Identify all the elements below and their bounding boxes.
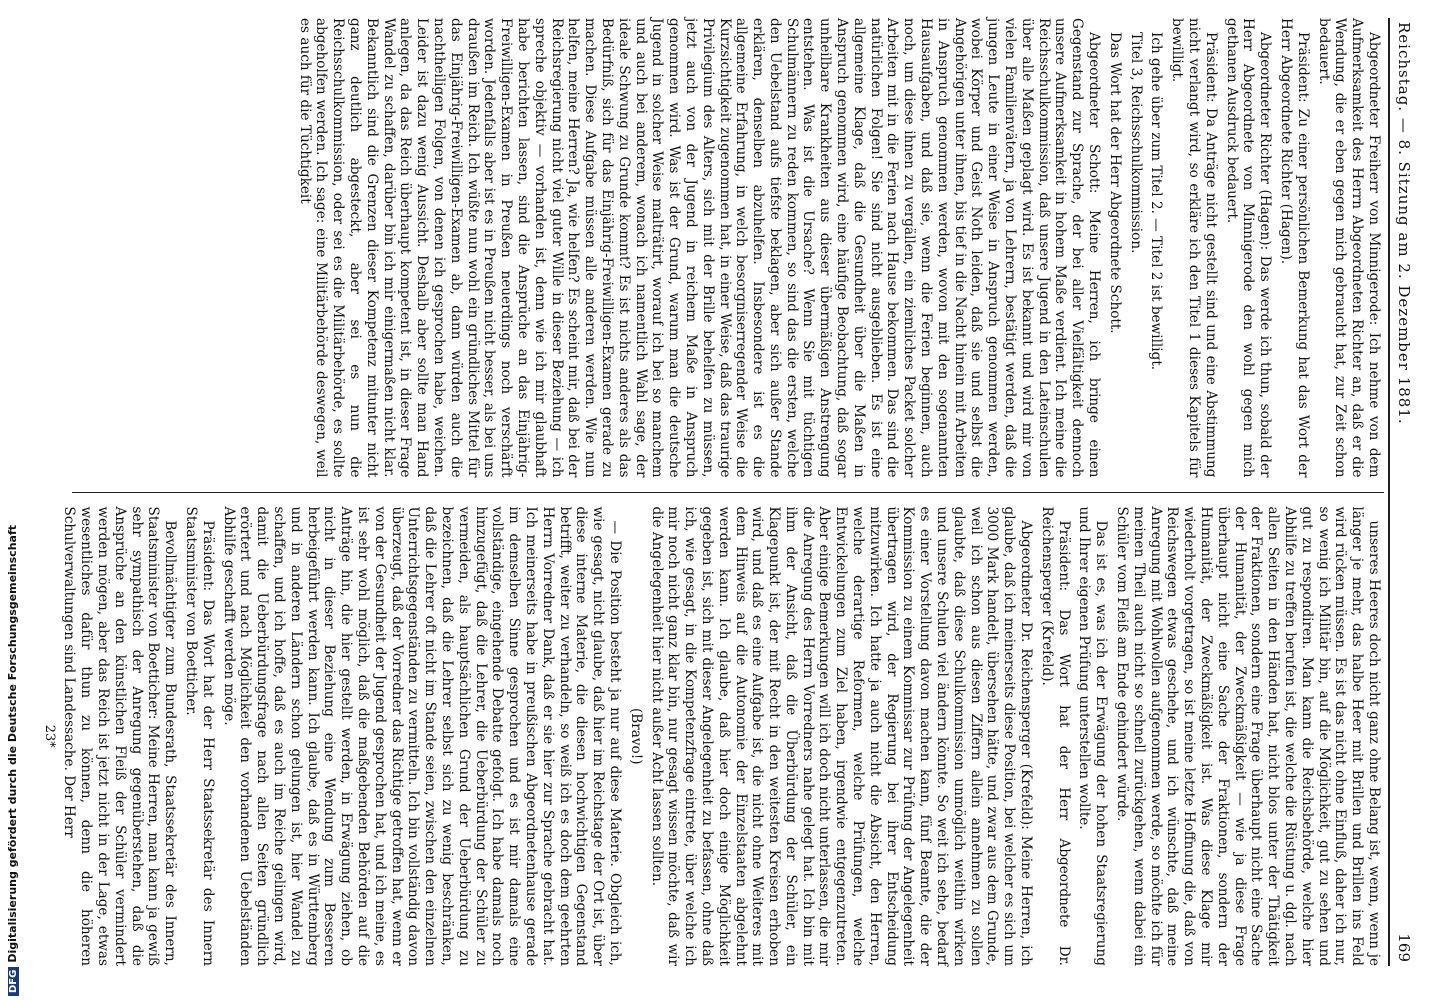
paragraph: Abgeordneter Schott: Meine Herren, ich bringe einen Gegenstand zur Sprache, der bei aller Vielfältigkeit dennoch unsere Aufmerksamkeit in hohem Maße verdient. Ich meine die Reichsschulkommission, daß unsere Jugend in den Lateinschulen über alle Maßen geplagt wird. Es ist bekannt und wird mir von vielen Familienvätern, ja von Lehrern, bestätigt werden, daß die jungen Leute in einer Weise in Anspruch genommen werden, wobei Körper und Geist Noth leiden, daß sie und selbst die Angehörigen unter ihnen, bis tief in die Nacht hinein mit Arbeiten in Anspruch genommen werden, wovon mit den sogenannten Hausaufgaben, und daß sie, wenn die Ferien beginnen, auch noch, um diese ihnen zu vergällen, ein ziemliches Packet solcher Arbeiten mit in die Ferien nach Hause bekommen. Das sind die natürlichen Folgen! Sie sind nicht ausgeblieben. Es ist eine allgemeine Klage, daß die Gesundheit über die Maßen in Anspruch genommen wird, eine häufige Beobachtung, daß sogar unheilbare Krankheiten aus dieser übermäßigen Anstrengung entstehen. Was ist die Ursache? Wenn Sie mit tüchtigen Schulmännern zu reden kommen, so sind das die ersten, welche den Uebelstand aufs tiefste beklagen, aber sich außer Stande erklären, denselben abzuhelfen. Insbesondere ist es die allgemeine Erfahrung, in welch besorgniserregender Weise die Kurzsichtigkeit zugenommen hat, in einer Weise, daß das traurige Privilegium des Alters, sich mit der Brille behelfen zu müssen, jetzt auch von der Jugend in reichem Maße in Anspruch genommen wird. Was ist der Grund, warum man die deutsche Jugend in solcher Weise malträtirt, worauf ich bei so manchem und auch bei anderem, wonach ich namentlich Wahl sage, der ideale Schwung zu Grunde kommt? Es ist nichts anderes als das Bedürfniß, sich für das Einjährig-Freiwilligen-Examen gerade zu machen. Diese Aufgabe müssen alle anderen werden. Wie nun helfen, meine Herren? Ja, wie helfen? Es scheint mir, daß bei der Reichsregierung nicht viel guter Wille in dieser Beziehung — ich spreche objektiv — vorhanden ist, denn wie ich mir glaubhaft habe berichten lassen, sind die Ansprüche an das Einjährig-Freiwilligen-Examen in Preußen neuerdings noch verschärft worden. Jedenfalls aber ist es in Preußen nicht besser, als bei uns draußen im Reich. Ich wüßte nun wohl ein gründliches Mittel für das Einjährig-Freiwilligen-Examen ab, dann würden auch die nachtheiligen Folgen, von denen ich gesprochen habe, weichen. Leider ist dazu wenig Aussicht. Deshalb aber sollte man Hand anlegen, da das Reich überhaupt kompetent ist, in dieser Frage Wandel zu schaffen, darüber bin ich mir einigermaßen nicht klar. Bekanntlich sind die Grenzen dieser Kompetenz mitunter nicht ganz deutlich abgesteckt, aber sei es nun die Reichsschulkommission, oder sei es die Militärbehörde, es sollte abgeholfen werden. Ich sage: eine Militärbehörde deswegen, weil es auch für die Tüchtigkeit: [296, 18, 1103, 478]
running-title: Reichstag. — 8. Sitzung am 2. Dezember 1881.: [1395, 22, 1413, 425]
paragraph: Präsident: Das Wort hat der Herr Abgeordnete Dr. Reichensperger (Krefeld).: [1038, 506, 1072, 966]
paragraph: Bevollmächtigter zum Bundesrath, Staatssekretär des Innern, Staatsminister von Boetticher: Meine Herren, man kann ja gewiß sehr sympathisch der Anregung gegenüberstehen, daß die Ansprüche an den künstlichen Fleiß der Schüler vermindert werden mögen, aber das Reich ist jetzt nicht in der Lage, etwas wesentliches dafür thun zu können, denn die höheren Schulverwaltungen sind Landessache. Der Herr: [61, 506, 179, 966]
page-number: 169: [1395, 933, 1413, 962]
paragraph: Das ist es, was ich der Erwägung der hohen Staatsregierung und Ihrer eigenen Prüfung unterstellen wollte.: [1076, 506, 1110, 966]
column-divider: [72, 492, 1384, 493]
dfg-logo: DFG: [8, 967, 19, 996]
right-column: [41, 506, 1382, 967]
digitization-credit-text: Digitalisierung gefördert durch die Deutsche Forschungsgemeinschaft: [6, 524, 19, 963]
paragraph: Abgeordneter Richter (Hagen): Das werde ich thun, sobald der Herr Abgeordnete von Minnigerode den wohl gegen mich gethanen Ausdruck bedauert.: [1223, 18, 1274, 478]
paragraph: Ich gehe über zum Titel 2. — Titel 2 ist bewilligt.: [1148, 32, 1165, 371]
paragraph: Präsident: Da Anträge nicht gestellt sind und eine Abstimmung nicht verlangt wird, so erkläre ich den Titel 1 dieses Kapitels für bewilligt.: [1169, 18, 1219, 478]
paragraph: Abgeordneter Dr. Reichensperger (Krefeld): Meine Herren, ich glaube, daß ich meinerseits diese Position, bei welcher es sich um 3000 Mark handelt, übersehen hätte, und zwar aus dem Grunde, weil ich schon aus diesen Ziffern allein annehmen zu sollen glaubte, daß diese Schulkommission unmöglich weithin wirken und unsere Schulen viel ändern könnte. So weit ich sehe, bedarf es einer Vorstellung davon machen kann, fünf Beamte, die der Kommission zu einem Kommissar zur Prüfung der Angelegenheit übertragen wird, der Regierung bei ihrer Entscheidung mitzuwirken. Ich hatte ja auch nicht die Absicht, den Herren, welche derartige Reformen, welche Prüfungen, welche Entwickelungen zum Ziel haben, irgendwie entgegenzutreten. Aber einige Bemerkungen will ich doch nicht unterlassen, die mir die Anregung des Herrn Vorredners nahe gelegt hat. Ich bin mit ihm der Ansicht, daß die Überbürdung der Schüler, ein Klagepunkt ist, der mit Recht in den weitesten Kreisen erhoben wird, und daß es eine Aufgabe ist, die nicht ohne Weiteres mit dem Hinweis auf die Autonomie der Einzelstaaten abgelehnt werden kann. Ich glaube, daß hier doch einige Möglichkeit gegeben ist, sich mit dieser Angelegenheit zu befassen, ohne daß ich, wie gesagt, in die Kompetenzfrage eintrete, über welche ich mir noch nicht ganz klar bin, nur gesagt wissen möchte, daß wir die Angelegenheit hier nicht außer Acht lassen sollten.: [648, 506, 1035, 966]
paragraph: Abgeordneter Freiherr von Minnigerode: Ich nehme von dem Aufmerksamkeit des Herrn Abgeordneten Richter an, daß er die Wendung, die er eben gegen mich gebraucht hat, zur Zeit schon bedauert.: [1315, 18, 1382, 478]
signature-mark: 23*: [41, 724, 57, 748]
paragraph: — Die Position besteht ja nur auf diese Materie. Obgleich ich, wie gesagt, nicht glaube, daß hier im Reichstage der Ort ist, über diese interne Materie, die diesen hochwichtigen Gegenstand betrifft, weiter zu verhandeln, so weiß ich es doch dem geehrten Herrn Vorredner Dank, daß er sie hier zur Sprache gebracht hat. Ich meinerseits habe in preußischen Abgeordnetenhause gerade im demselben Sinne gesprochen und es ist mir damals eine vollständige, eingehende Debatte gefolgt. Ich habe damals noch hinzugefügt, daß die Lehrer, die Ueberbürdung der Schüler zu vermeiden, als hauptsächlichen Grund der Ueberbürdung zu bezeichnen, daß die Lehrer selbst sich zu wenig beschränken, daß die Lehrer oft nicht im Stande seien, zwischen den einzelnen Unterrichtsgegenständen zu vermitteln. Ich bin vollständig davon überzeugt, daß der Vorredner das Richtige getroffen hat, wenn er von der Gesundheit der Jugend gesprochen hat, und ich meine, es ist sehr wohl möglich, daß die maßgebenden Behörden auf die Anträge hin, die hier gestellt werden, in Erwägung ziehen, ob nicht in dieser Beziehung eine Wendung zum Besseren herbeigeführt werden kann. Ich glaube, daß es in Württemberg und in anderen Ländern schon gelungen ist, hier Wandel zu schaffen, und ich hoffe, daß es auch im Reiche gelingen wird, damit die Ueberbürdungsfrage nach allen Seiten gründlich erörtert und nach Möglichkeit den vorhandenen Uebelständen Abhilfe geschafft werden möge.: [220, 506, 623, 966]
paragraph: Das Wort hat der Herr Abgeordnete Schott.: [1106, 32, 1123, 334]
left-column: [72, 18, 1382, 478]
text-columns: [41, 18, 1382, 966]
paragraph: Titel 3, Reichsschulkommission.: [1127, 32, 1144, 254]
paragraph: unseres Heeres doch nicht ganz ohne Belang ist, wenn, wenn je länger je mehr, das halbe Heer mit Brillen und Brillen ins Feld wird rücken müssen. Es ist das nicht ohne Einfluß, daher ich nur, so wenig ich Militär bin, auf die Möglichkeit, gut zu sehen und gut zu respondiren. Man kann die Reichsbehörde, welche hier Abhilfe zu treffen berufen ist, die welche die Rüstung u. dgl. nach allen Seiten in den Händen hat, nicht blos unter der Thätigkeit der Fraktionen, sondern eine Frage überhaupt nicht eine Sache der Humanität, der Zweckmäßigkeit — wie ja diese Frage überhaupt nicht eine Sache der Fraktionen, sondern der Humanität, der Zweckmäßigkeit ist. Was diese Klage mir wiederholt vorgetragen, so ist meine letzte Hoffnung die, daß von Reichswegen etwas geschehe, und ich wünschte, daß meine Anregung mit Wohlwollen aufgenommen werde, so möchte ich für meinen Theil auch nicht so schnell zurückgehen, wenn dabei ein Schüler vom Fleiß am Ende gehindert würde.: [1114, 506, 1382, 966]
rotated-content: [41, 12, 1418, 972]
paragraph: Präsident: Das Wort hat der Herr Staatssekretär des Innern Staatsminister von Boetticher.: [183, 506, 216, 966]
paragraph: (Bravo!): [627, 707, 644, 765]
digitization-credit: [6, 524, 19, 996]
page-header: [1388, 18, 1418, 966]
paragraph: Präsident: Zu einer persönlichen Bemerkung hat das Wort der Herr Abgeordnete Richter (Hagen).: [1278, 18, 1311, 478]
